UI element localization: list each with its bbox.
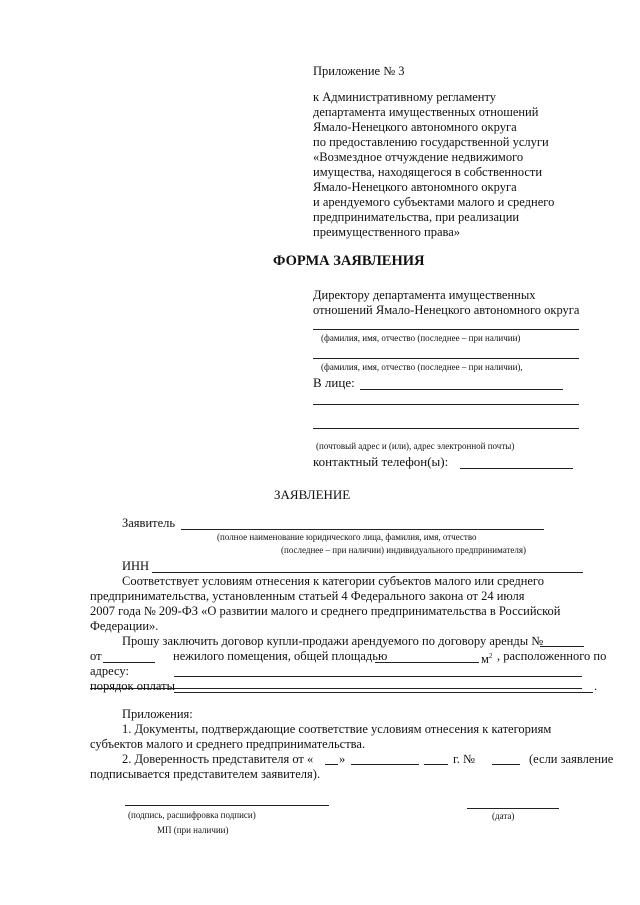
date-line[interactable] bbox=[467, 808, 559, 809]
signature-hint: (подпись, расшифровка подписи) bbox=[128, 810, 256, 820]
applicant-label: Заявитель bbox=[122, 516, 176, 530]
payment-label: порядок оплаты bbox=[90, 679, 176, 693]
phone-label: контактный телефон(ы): bbox=[313, 454, 449, 469]
body-text: 2007 года № 209-ФЗ «О развитии малого и среднего предпринимательства в Российской bbox=[90, 604, 561, 618]
attachment-item: подписывается представителем заявителя). bbox=[90, 767, 321, 781]
applicant-hint: (последнее – при наличии) индивидуального предпринимателя) bbox=[281, 545, 527, 555]
attachment-item: » bbox=[339, 752, 346, 766]
appendix-line: предпринимательства, при реализации bbox=[313, 210, 520, 224]
poa-month-line[interactable] bbox=[351, 764, 419, 765]
form-title: ФОРМА ЗАЯВЛЕНИЯ bbox=[273, 253, 425, 269]
area-line[interactable] bbox=[375, 662, 479, 663]
payment-end: . bbox=[594, 679, 598, 693]
appendix-title: Приложение № 3 bbox=[313, 64, 405, 78]
stamp-hint: МП (при наличии) bbox=[157, 825, 229, 835]
contract-number-line[interactable] bbox=[540, 646, 584, 647]
payment-line[interactable] bbox=[174, 692, 593, 693]
applicant-hint: (полное наименование юридического лица, фамилия, имя, отчество bbox=[217, 532, 477, 542]
in-person-line[interactable] bbox=[360, 389, 563, 390]
attachment-item: 1. Документы, подтверждающие соответствие условиям отнесения к категориям bbox=[122, 722, 552, 736]
body-text: предпринимательства, установленным статьей 4 Федерального закона от 24 июля bbox=[90, 589, 525, 603]
addressee-line: Директору департамента имущественных bbox=[313, 288, 536, 302]
contract-date-line[interactable] bbox=[103, 662, 155, 663]
fio-line[interactable] bbox=[313, 358, 579, 359]
body-text: Федерации». bbox=[90, 619, 159, 633]
address-line[interactable] bbox=[313, 428, 579, 429]
address-label: адресу: bbox=[90, 664, 129, 678]
attachment-item: 2. Доверенность представителя от « bbox=[122, 752, 314, 766]
address-hint: (почтовый адрес и (или), адрес электронной почты) bbox=[316, 441, 515, 451]
body-text: Соответствует условиям отнесения к категории субъектов малого или среднего bbox=[122, 574, 544, 588]
signature-line[interactable] bbox=[125, 805, 329, 806]
fio-hint: (фамилия, имя, отчество (последнее – при наличии) bbox=[321, 333, 521, 343]
address-line[interactable] bbox=[313, 404, 579, 405]
fio-line[interactable] bbox=[313, 329, 579, 330]
inn-line[interactable] bbox=[152, 572, 583, 573]
located-text: , расположенного по bbox=[497, 649, 607, 663]
body-text: Прошу заключить договор купли-продажи арендуемого по договору аренды № bbox=[122, 634, 544, 648]
date-hint: (дата) bbox=[492, 811, 515, 821]
address-fill-line[interactable] bbox=[174, 676, 582, 677]
appendix-line: Ямало-Ненецкого автономного округа bbox=[313, 120, 517, 134]
appendix-line: по предоставлению государственной услуги bbox=[313, 135, 549, 149]
appendix-line: Ямало-Ненецкого автономного округа bbox=[313, 180, 517, 194]
poa-number-line[interactable] bbox=[492, 764, 520, 765]
in-person-label: В лице: bbox=[313, 375, 355, 390]
appendix-line: преимущественного права» bbox=[313, 225, 461, 239]
inn-label: ИНН bbox=[122, 559, 150, 573]
appendix-line: департамента имущественных отношений bbox=[313, 105, 539, 119]
applicant-line[interactable] bbox=[181, 529, 544, 530]
attachment-item: субъектов малого и среднего предпринимательства. bbox=[90, 737, 366, 751]
attachment-item: (если заявление bbox=[529, 752, 614, 766]
attachments-heading: Приложения: bbox=[122, 707, 193, 721]
appendix-line: имущества, находящегося в собственности bbox=[313, 165, 543, 179]
appendix-line: к Административному регламенту bbox=[313, 90, 497, 104]
appendix-line: и арендуемого субъектами малого и среднего bbox=[313, 195, 555, 209]
fio-hint: (фамилия, имя, отчество (последнее – при наличии), bbox=[321, 362, 523, 372]
poa-day-line[interactable] bbox=[325, 764, 338, 765]
addressee-line: отношений Ямало-Ненецкого автономного округа bbox=[313, 303, 580, 317]
attachment-item: г. № bbox=[453, 752, 475, 766]
phone-line[interactable] bbox=[460, 468, 573, 469]
appendix-line: «Возмездное отчуждение недвижимого bbox=[313, 150, 524, 164]
from-label: от bbox=[90, 649, 102, 663]
statement-heading: ЗАЯВЛЕНИЕ bbox=[274, 487, 351, 502]
area-unit: $м^2$ bbox=[481, 652, 493, 667]
premises-text: нежилого помещения, общей площадью bbox=[173, 649, 388, 663]
poa-year-line[interactable] bbox=[424, 764, 448, 765]
